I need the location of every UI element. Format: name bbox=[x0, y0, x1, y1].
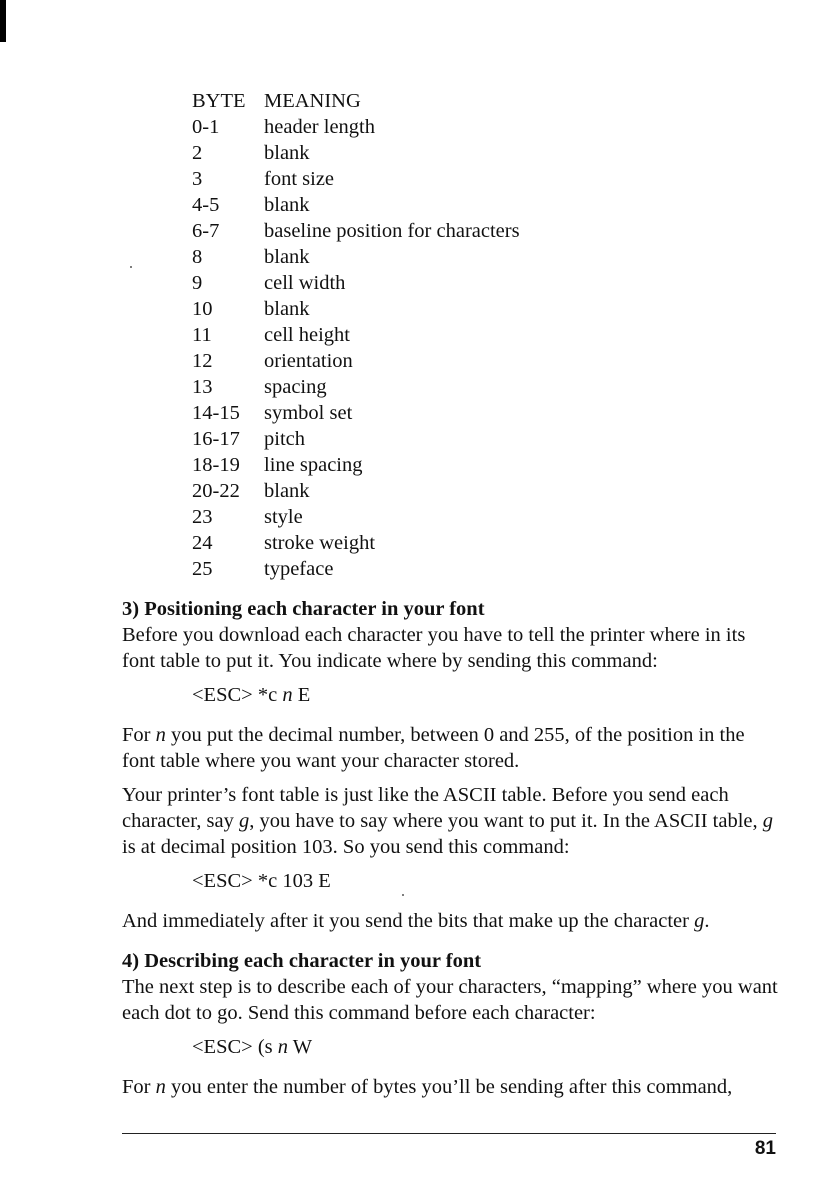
meaning-cell: symbol set bbox=[264, 402, 353, 424]
scan-edge-mark bbox=[0, 0, 6, 42]
table-row bbox=[192, 452, 520, 478]
command-text: E bbox=[292, 684, 311, 706]
meaning-cell: line spacing bbox=[264, 454, 363, 476]
meaning-cell: orientation bbox=[264, 350, 353, 372]
column-header-byte: BYTE bbox=[192, 90, 246, 112]
paragraph-text: , you have to say where you want to put it. In the ASCII table, bbox=[249, 810, 763, 832]
byte-cell: 3 bbox=[192, 168, 203, 190]
command-example: <ESC> *c 103 E bbox=[192, 870, 331, 892]
meaning-cell: spacing bbox=[264, 376, 327, 398]
byte-cell: 14-15 bbox=[192, 402, 240, 424]
byte-cell: 8 bbox=[192, 246, 203, 268]
table-row bbox=[192, 140, 520, 166]
table-row bbox=[192, 296, 520, 322]
byte-cell: 25 bbox=[192, 558, 213, 580]
table-row bbox=[192, 530, 520, 556]
paragraph: The next step is to describe each of your characters, “mapping” where you want each dot to go. Send this command before each character: bbox=[122, 976, 778, 1024]
command-text: <ESC> (s bbox=[192, 1036, 278, 1058]
byte-cell: 23 bbox=[192, 506, 213, 528]
command-example bbox=[192, 682, 778, 708]
paragraph-text: And immediately after it you send the bits that make up the character bbox=[122, 910, 695, 932]
paragraph bbox=[122, 1074, 778, 1100]
table-row bbox=[192, 244, 520, 270]
meaning-cell: blank bbox=[264, 298, 310, 320]
table-row bbox=[192, 270, 520, 296]
table-header-row bbox=[192, 88, 520, 114]
table-row bbox=[192, 218, 520, 244]
table-row bbox=[192, 166, 520, 192]
column-header-meaning: MEANING bbox=[264, 90, 361, 112]
command-text: W bbox=[288, 1036, 313, 1058]
byte-cell: 12 bbox=[192, 350, 213, 372]
byte-cell: 16-17 bbox=[192, 428, 240, 450]
table-row bbox=[192, 504, 520, 530]
byte-cell: 13 bbox=[192, 376, 213, 398]
table-body bbox=[192, 114, 520, 582]
meaning-cell: blank bbox=[264, 142, 310, 164]
byte-cell: 4-5 bbox=[192, 194, 220, 216]
table-row bbox=[192, 556, 520, 582]
meaning-cell: pitch bbox=[264, 428, 305, 450]
paragraph bbox=[122, 908, 778, 934]
variable-g: g bbox=[238, 810, 250, 832]
meaning-cell: cell height bbox=[264, 324, 350, 346]
footer-rule bbox=[122, 1133, 776, 1134]
table-row bbox=[192, 400, 520, 426]
meaning-cell: baseline position for characters bbox=[264, 220, 520, 242]
paragraph: Before you download each character you have to tell the printer where in its font table to put it. You indicate where by sending this command: bbox=[122, 624, 746, 672]
command-example bbox=[192, 1034, 778, 1060]
body-text bbox=[122, 596, 778, 1108]
paragraph-text: Your printer’s font table is just like the ASCII table. Before you send each character, say bbox=[122, 784, 729, 832]
meaning-cell: stroke weight bbox=[264, 532, 376, 554]
byte-cell: 24 bbox=[192, 532, 213, 554]
byte-cell: 20-22 bbox=[192, 480, 240, 502]
meaning-cell: style bbox=[264, 506, 303, 528]
meaning-cell: blank bbox=[264, 246, 310, 268]
paragraph-text: For bbox=[122, 1076, 156, 1098]
paragraph-text: you put the decimal number, between 0 and 255, of the position in the font table where you want your character stored. bbox=[122, 724, 745, 772]
variable-n: n bbox=[155, 724, 166, 746]
table-row bbox=[192, 322, 520, 348]
table-row bbox=[192, 192, 520, 218]
section-heading: 3) Positioning each character in your font bbox=[122, 598, 485, 620]
table-row bbox=[192, 374, 520, 400]
table-row bbox=[192, 426, 520, 452]
byte-cell: 11 bbox=[192, 324, 212, 346]
byte-cell: 18-19 bbox=[192, 454, 240, 476]
variable-g: g bbox=[762, 810, 774, 832]
paragraph-text: you enter the number of bytes you’ll be sending after this command, bbox=[165, 1076, 733, 1098]
byte-cell: 0-1 bbox=[192, 116, 220, 138]
meaning-cell: blank bbox=[264, 480, 310, 502]
paragraph bbox=[122, 722, 778, 774]
font-header-table bbox=[192, 88, 520, 582]
byte-cell: 9 bbox=[192, 272, 203, 294]
table-row bbox=[192, 348, 520, 374]
command-variable: n bbox=[282, 684, 293, 706]
page-number: 81 bbox=[754, 1138, 776, 1159]
meaning-cell: header length bbox=[264, 116, 375, 138]
meaning-cell: font size bbox=[264, 168, 335, 190]
meaning-cell: typeface bbox=[264, 558, 334, 580]
paragraph-text: is at decimal position 103. So you send this command: bbox=[122, 836, 570, 858]
meaning-cell: blank bbox=[264, 194, 310, 216]
meaning-cell: cell width bbox=[264, 272, 346, 294]
variable-g: g bbox=[694, 910, 705, 932]
paragraph-text: For bbox=[122, 724, 156, 746]
section-heading: 4) Describing each character in your font bbox=[122, 950, 482, 972]
variable-n: n bbox=[155, 1076, 166, 1098]
table-row bbox=[192, 114, 520, 140]
scan-speck bbox=[130, 266, 132, 268]
byte-cell: 10 bbox=[192, 298, 213, 320]
table-row bbox=[192, 478, 520, 504]
paragraph bbox=[122, 782, 778, 860]
command-text: <ESC> *c bbox=[192, 684, 283, 706]
byte-cell: 6-7 bbox=[192, 220, 220, 242]
command-variable: n bbox=[277, 1036, 289, 1058]
paragraph-text: . bbox=[704, 910, 710, 932]
byte-cell: 2 bbox=[192, 142, 203, 164]
